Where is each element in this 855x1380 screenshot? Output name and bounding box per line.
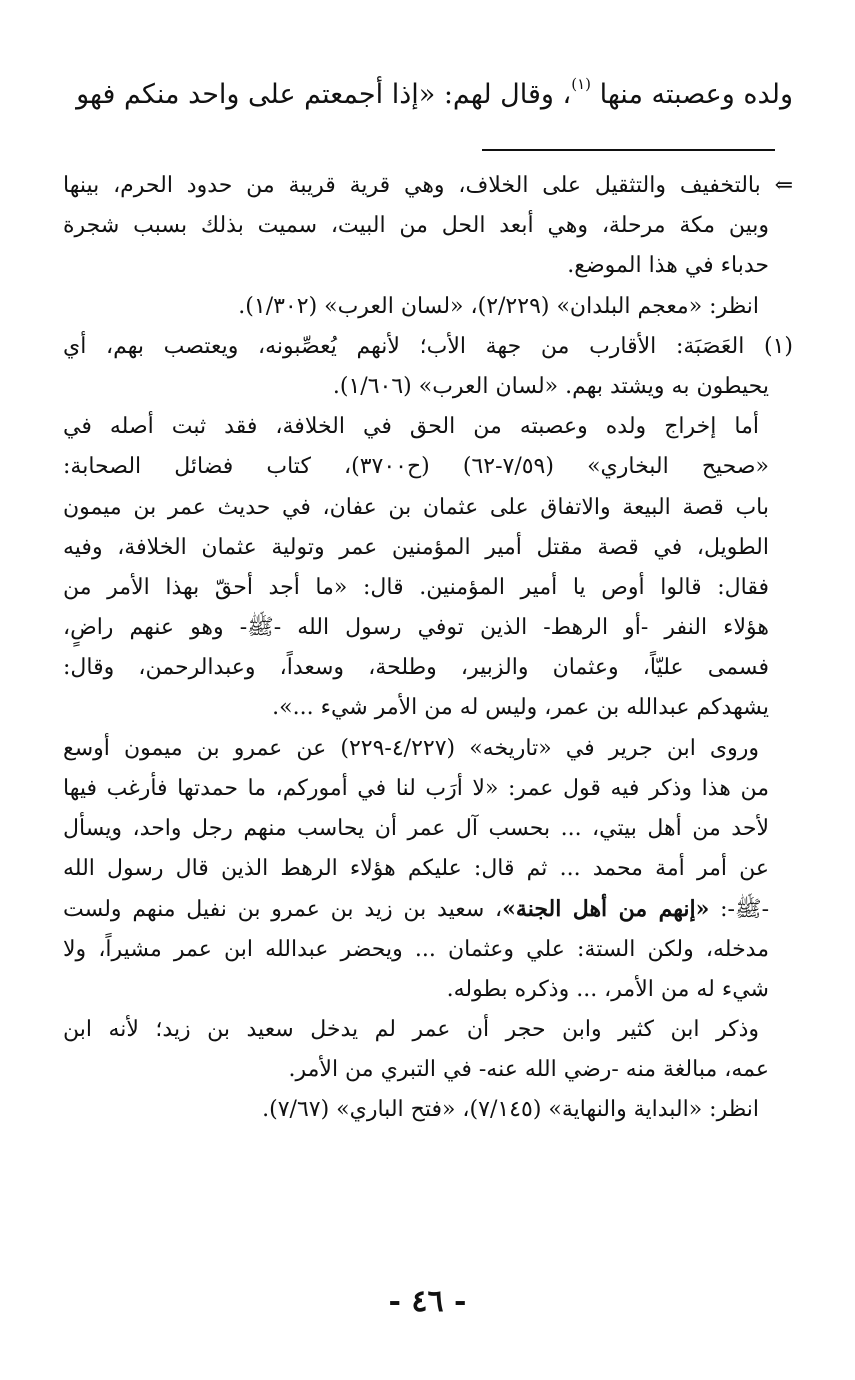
- footnote-line: يحيطون به ويشتد بهم. «لسان العرب» (١/٦٠٦).: [332, 373, 769, 399]
- footnote-line: انظر: «معجم البلدان» (٢/٢٢٩)، «لسان العرب» (١/٣٠٢).: [238, 293, 759, 319]
- footnote-line: لأحد من أهل بيتي، ... بحسب آل عمر أن يحاسب منهم رجل واحد، ويسأل: [63, 816, 769, 841]
- footnote-line: [63, 889, 793, 929]
- footnote-line: أما إخراج ولده وعصبته من الحق في الخلافة، فقد ثبت أصله في: [63, 414, 759, 440]
- footnote-separator: [482, 149, 775, 151]
- main-text-line: [63, 70, 793, 120]
- footnote-line: (١) العَصَبَة: الأقارب من جهة الأب؛ لأنهم يُعصِّبونه، ويعتصب بهم، أي: [63, 333, 793, 359]
- main-text-before-ref: ولده وعصبته منها: [599, 79, 793, 110]
- footnote-line: هؤلاء النفر -أو الرهط- الذين توفي رسول الله -ﷺ- وهو عنهم راضٍ،: [63, 615, 769, 641]
- footnote-line: من هذا وذكر فيه قول عمر: «لا أرَب لنا في أموركم، ما حمدتها فأرغب فيها: [63, 775, 769, 801]
- footnote-line: فقال: قالوا أوص يا أمير المؤمنين. قال: «ما أجد أحقّ بهذا الأمر من: [63, 574, 769, 600]
- footnote-line: مدخله، ولكن الستة: علي وعثمان ... ويحضر عبدالله ابن عمر مشيراً، ولا: [63, 936, 769, 962]
- footnote-line: «صحيح البخاري» (٧/٥٩-٦٢) (ح٣٧٠٠)، كتاب فضائل الصحابة:: [63, 454, 769, 480]
- footnote-line: ⇐ بالتخفيف والتثقيل على الخلاف، وهي قرية قريبة من حدود الحرم، بينها: [63, 173, 793, 198]
- line-remainder: ، سعيد بن زيد بن عمرو بن نفيل منهم ولست: [63, 897, 503, 923]
- footnote-line: شيء له من الأمر، ... وذكره بطوله.: [446, 976, 769, 1002]
- footnote-line: عمه، مبالغة منه -رضي الله عنه- في التبري من الأمر.: [288, 1057, 769, 1083]
- footnote-reference: (١): [571, 75, 592, 93]
- main-text-after-ref: ، وقال لهم: «إذا أجمعتم على واحد منكم فهو: [76, 79, 572, 110]
- footnotes-section: [63, 166, 793, 1131]
- footnote-continuation: [63, 166, 793, 327]
- honorific-text: -ﷺ-:: [720, 897, 769, 923]
- footnote-line: انظر: «البداية والنهاية» (٧/١٤٥)، «فتح الباري» (٧/٦٧).: [262, 1097, 759, 1123]
- footnote-1: [63, 327, 793, 1131]
- footnote-line: عن أمر أمة محمد ... ثم قال: عليكم هؤلاء الرهط الذين قال رسول الله: [63, 856, 769, 882]
- page-number: - ٤٦ -: [388, 1284, 467, 1319]
- footnote-line: وروى ابن جرير في «تاريخه» (٤/٢٢٧-٢٢٩) عن عمرو بن ميمون أوسع: [63, 735, 759, 761]
- footnote-line: فسمى عليّاً، وعثمان والزبير، وطلحة، وسعداً، وعبدالرحمن، وقال:: [63, 655, 769, 681]
- footnote-line: باب قصة البيعة والاتفاق على عثمان بن عفان، في حديث عمر بن ميمون: [63, 494, 769, 520]
- footnote-line: وذكر ابن كثير وابن حجر أن عمر لم يدخل سعيد بن زيد؛ لأنه ابن: [63, 1016, 759, 1042]
- footnote-line: وبين مكة مرحلة، وهي أبعد الحل من البيت، سميت بذلك بسبب شجرة: [63, 213, 769, 239]
- footnote-line: يشهدكم عبدالله بن عمر، وليس له من الأمر شيء ...».: [272, 695, 769, 721]
- footnote-line: الطويل، في قصة مقتل أمير المؤمنين عمر وتولية عثمان الخلافة، وفيه: [63, 534, 769, 560]
- bold-quote: «إنهم من أهل الجنة»: [502, 896, 710, 923]
- footnote-line: حدباء في هذا الموضع.: [567, 253, 769, 279]
